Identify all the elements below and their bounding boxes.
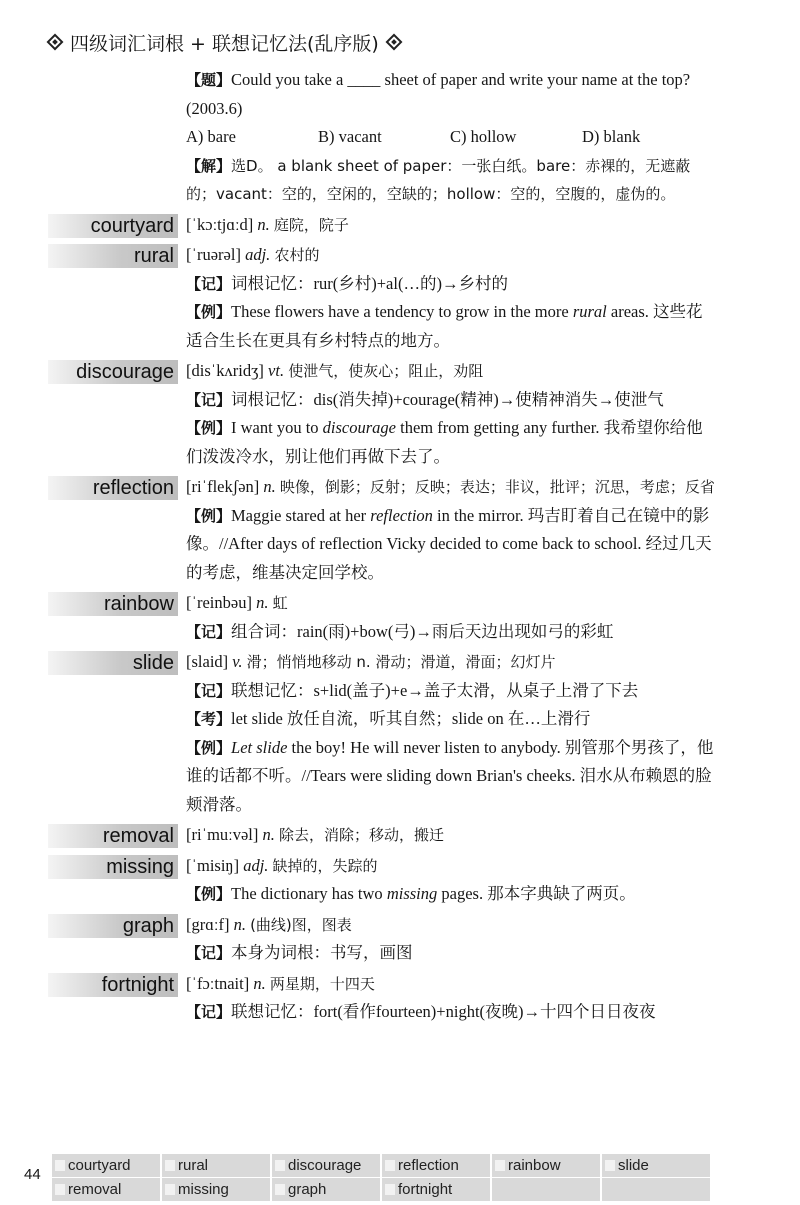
part-of-speech: n.	[257, 214, 270, 234]
note-text-rest: them from getting any further. 我希望你给他们泼泼冷水，别让他们再做下去了。	[186, 418, 703, 466]
exam-options	[0, 123, 800, 152]
entry-slide	[0, 648, 800, 819]
part-of-speech: v.	[232, 652, 243, 671]
entry-note	[0, 414, 800, 471]
phonetic: [riˈmuːvəl]	[186, 825, 259, 844]
diamond-left-icon	[47, 34, 64, 51]
part-of-speech: vt.	[268, 361, 285, 380]
entry-note	[0, 298, 800, 355]
headword: missing	[48, 855, 178, 879]
note-text: 联想记忆：fort(看作fourteen)+night(夜晚)→十四个日日夜夜	[231, 1002, 656, 1021]
definition: 两星期，十四天	[269, 974, 375, 993]
review-word: courtyard	[52, 1154, 162, 1177]
headword: rainbow	[48, 592, 178, 616]
note-text-rest: pages. 那本字典缺了两页。	[437, 884, 636, 903]
diamond-right-icon	[385, 34, 402, 51]
note-text: I want you to	[231, 418, 323, 437]
entry-note	[0, 386, 800, 415]
entry-note	[0, 618, 800, 647]
note-text: 词根记忆：dis(消失掉)+courage(精神)→使精神消失→使泄气	[231, 389, 664, 409]
note-tag: 【例】	[186, 303, 232, 321]
entry-note	[0, 998, 800, 1027]
page-number: 44	[24, 1166, 41, 1183]
review-word: slide	[602, 1154, 712, 1177]
entry-head	[0, 852, 800, 881]
note-text-rest: in the mirror. 玛吉盯着自己在镜中的影像。//After days of reflection Vicky decided to come back to school. 经过几天的考虑，维基决定回学校。	[186, 505, 712, 582]
entry-note	[0, 880, 800, 909]
note-tag: 【例】	[186, 885, 232, 903]
definition: 使泄气，使灰心；阻止，劝阻	[288, 362, 484, 380]
note-text: let slide 放任自流，听其自然；slide on 在…上滑行	[231, 709, 591, 728]
note-emphasis: missing	[386, 884, 438, 903]
review-word: discourage	[272, 1154, 382, 1177]
review-word: removal	[52, 1178, 162, 1201]
note-tag: 【例】	[186, 506, 232, 525]
review-word: fortnight	[382, 1178, 492, 1201]
entry-head	[0, 357, 800, 386]
part-of-speech: n.	[233, 914, 246, 934]
page-content	[0, 66, 800, 1027]
headword: slide	[48, 651, 178, 675]
entry-head	[0, 473, 800, 502]
note-text-rest: the boy! He will never listen to anybody. 别管那个男孩了，他谁的话都不听。//Tears were sliding down Brian's cheeks. 泪水从布赖恩的脸颊滑落。	[186, 737, 714, 814]
definition: 映像，倒影；反射；反映；表达；非议，批评；沉思，考虑；反省	[279, 478, 715, 496]
phonetic: [slaid]	[186, 652, 229, 671]
note-text: 组合词：rain(雨)+bow(弓)→雨后天边出现如弓的彩虹	[231, 621, 614, 641]
headword: fortnight	[48, 973, 178, 997]
phonetic: [riˈflekʃən]	[186, 477, 260, 496]
definition: 滑；悄悄地移动 n. 滑动；滑道，滑面；幻灯片	[246, 653, 556, 671]
option-c: C) hollow	[450, 127, 517, 146]
note-text: 联想记忆：s+lid(盖子)+e→盖子太滑，从桌子上滑了下去	[231, 680, 639, 700]
question-tag: 【题】	[186, 71, 232, 89]
headword: reflection	[48, 476, 178, 500]
entry-fortnight	[0, 970, 800, 1027]
header-title: 四级词汇词根 + 联想记忆法(乱序版)	[70, 32, 379, 55]
entry-missing	[0, 852, 800, 909]
phonetic: [ˈruərəl]	[186, 245, 241, 264]
entry-note	[0, 270, 800, 299]
entry-head	[0, 648, 800, 677]
note-tag: 【例】	[186, 419, 232, 437]
entry-note	[0, 677, 800, 706]
note-text-rest: areas. 这些花适合生长在更具有乡村特点的地方。	[186, 302, 703, 350]
exam-answer	[0, 152, 800, 209]
note-emphasis: discourage	[322, 418, 396, 437]
review-empty-cell	[602, 1178, 712, 1201]
entry-courtyard	[0, 211, 800, 240]
note-emphasis: rural	[572, 302, 607, 321]
note-tag: 【记】	[186, 1003, 232, 1021]
entry-head	[0, 970, 800, 999]
part-of-speech: n.	[256, 593, 269, 612]
review-word: rural	[162, 1154, 272, 1177]
note-emphasis: Let slide	[231, 737, 288, 757]
note-tag: 【记】	[186, 622, 232, 641]
option-d: D) blank	[582, 127, 641, 146]
entry-note	[0, 502, 800, 588]
note-tag: 【例】	[186, 738, 232, 757]
part-of-speech: adj.	[245, 245, 271, 264]
answer-tag: 【解】	[186, 156, 232, 175]
part-of-speech: n.	[253, 973, 266, 993]
phonetic: [disˈkʌridʒ]	[186, 361, 264, 380]
note-tag: 【记】	[186, 274, 232, 293]
entry-note	[0, 734, 800, 820]
phonetic: [ˈkɔːtjɑːd]	[186, 214, 254, 234]
note-text: 本身为词根：书写，画图	[231, 943, 413, 962]
entry-head	[0, 911, 800, 940]
entry-graph	[0, 911, 800, 968]
headword: rural	[48, 244, 178, 268]
definition: (曲线)图，图表	[250, 915, 352, 934]
note-text: 词根记忆：rur(乡村)+al(…的)→乡村的	[231, 273, 508, 293]
entry-discourage	[0, 357, 800, 471]
part-of-speech: n.	[263, 477, 276, 496]
entry-rural	[0, 241, 800, 355]
headword: discourage	[48, 360, 178, 384]
headword: removal	[48, 824, 178, 848]
review-word: graph	[272, 1178, 382, 1201]
entry-note	[0, 939, 800, 968]
entry-head	[0, 589, 800, 618]
note-emphasis: reflection	[370, 505, 433, 525]
note-text: The dictionary has two	[231, 884, 387, 903]
exam-question	[0, 66, 800, 123]
headword: courtyard	[48, 214, 178, 238]
definition: 除去，消除；移动，搬迁	[279, 826, 445, 844]
entry-note	[0, 705, 800, 734]
part-of-speech: n.	[262, 825, 275, 844]
part-of-speech: adj.	[243, 855, 269, 875]
entry-rainbow	[0, 589, 800, 646]
entry-reflection	[0, 473, 800, 587]
entry-head	[0, 241, 800, 270]
definition: 农村的	[274, 246, 320, 264]
headword: graph	[48, 914, 178, 938]
entry-list	[0, 211, 800, 1027]
note-text: These flowers have a tendency to grow in the more	[231, 302, 573, 321]
definition: 虹	[272, 594, 288, 612]
definition: 庭院，院子	[273, 215, 349, 234]
running-header	[40, 26, 409, 58]
note-tag: 【记】	[186, 390, 232, 409]
note-text: Maggie stared at her	[231, 505, 371, 525]
review-word: missing	[162, 1178, 272, 1201]
note-tag: 【记】	[186, 681, 232, 700]
note-tag: 【记】	[186, 944, 232, 962]
phonetic: [ˈmisiŋ]	[186, 855, 240, 875]
answer-text: 选D。 a blank sheet of paper：一张白纸。bare：赤裸的，无遮蔽的；vacant：空的，空闲的，空缺的；hollow：空的，空腹的，虚伪的。	[186, 156, 691, 203]
note-tag: 【考】	[186, 710, 232, 728]
review-empty-cell	[492, 1178, 602, 1201]
definition: 缺掉的，失踪的	[272, 856, 378, 875]
entry-removal	[0, 821, 800, 850]
phonetic: [grɑːf]	[186, 914, 230, 934]
phonetic: [ˈreinbəu]	[186, 593, 252, 612]
question-text: Could you take a ____ sheet of paper and write your name at the top? (2003.6)	[186, 70, 691, 118]
entry-head	[0, 211, 800, 240]
option-a: A) bare	[186, 127, 236, 146]
phonetic: [ˈfɔːtnait]	[186, 973, 250, 993]
review-word: rainbow	[492, 1154, 602, 1177]
entry-head	[0, 821, 800, 850]
review-grid	[52, 1154, 712, 1201]
option-b: B) vacant	[318, 127, 382, 146]
review-word: reflection	[382, 1154, 492, 1177]
